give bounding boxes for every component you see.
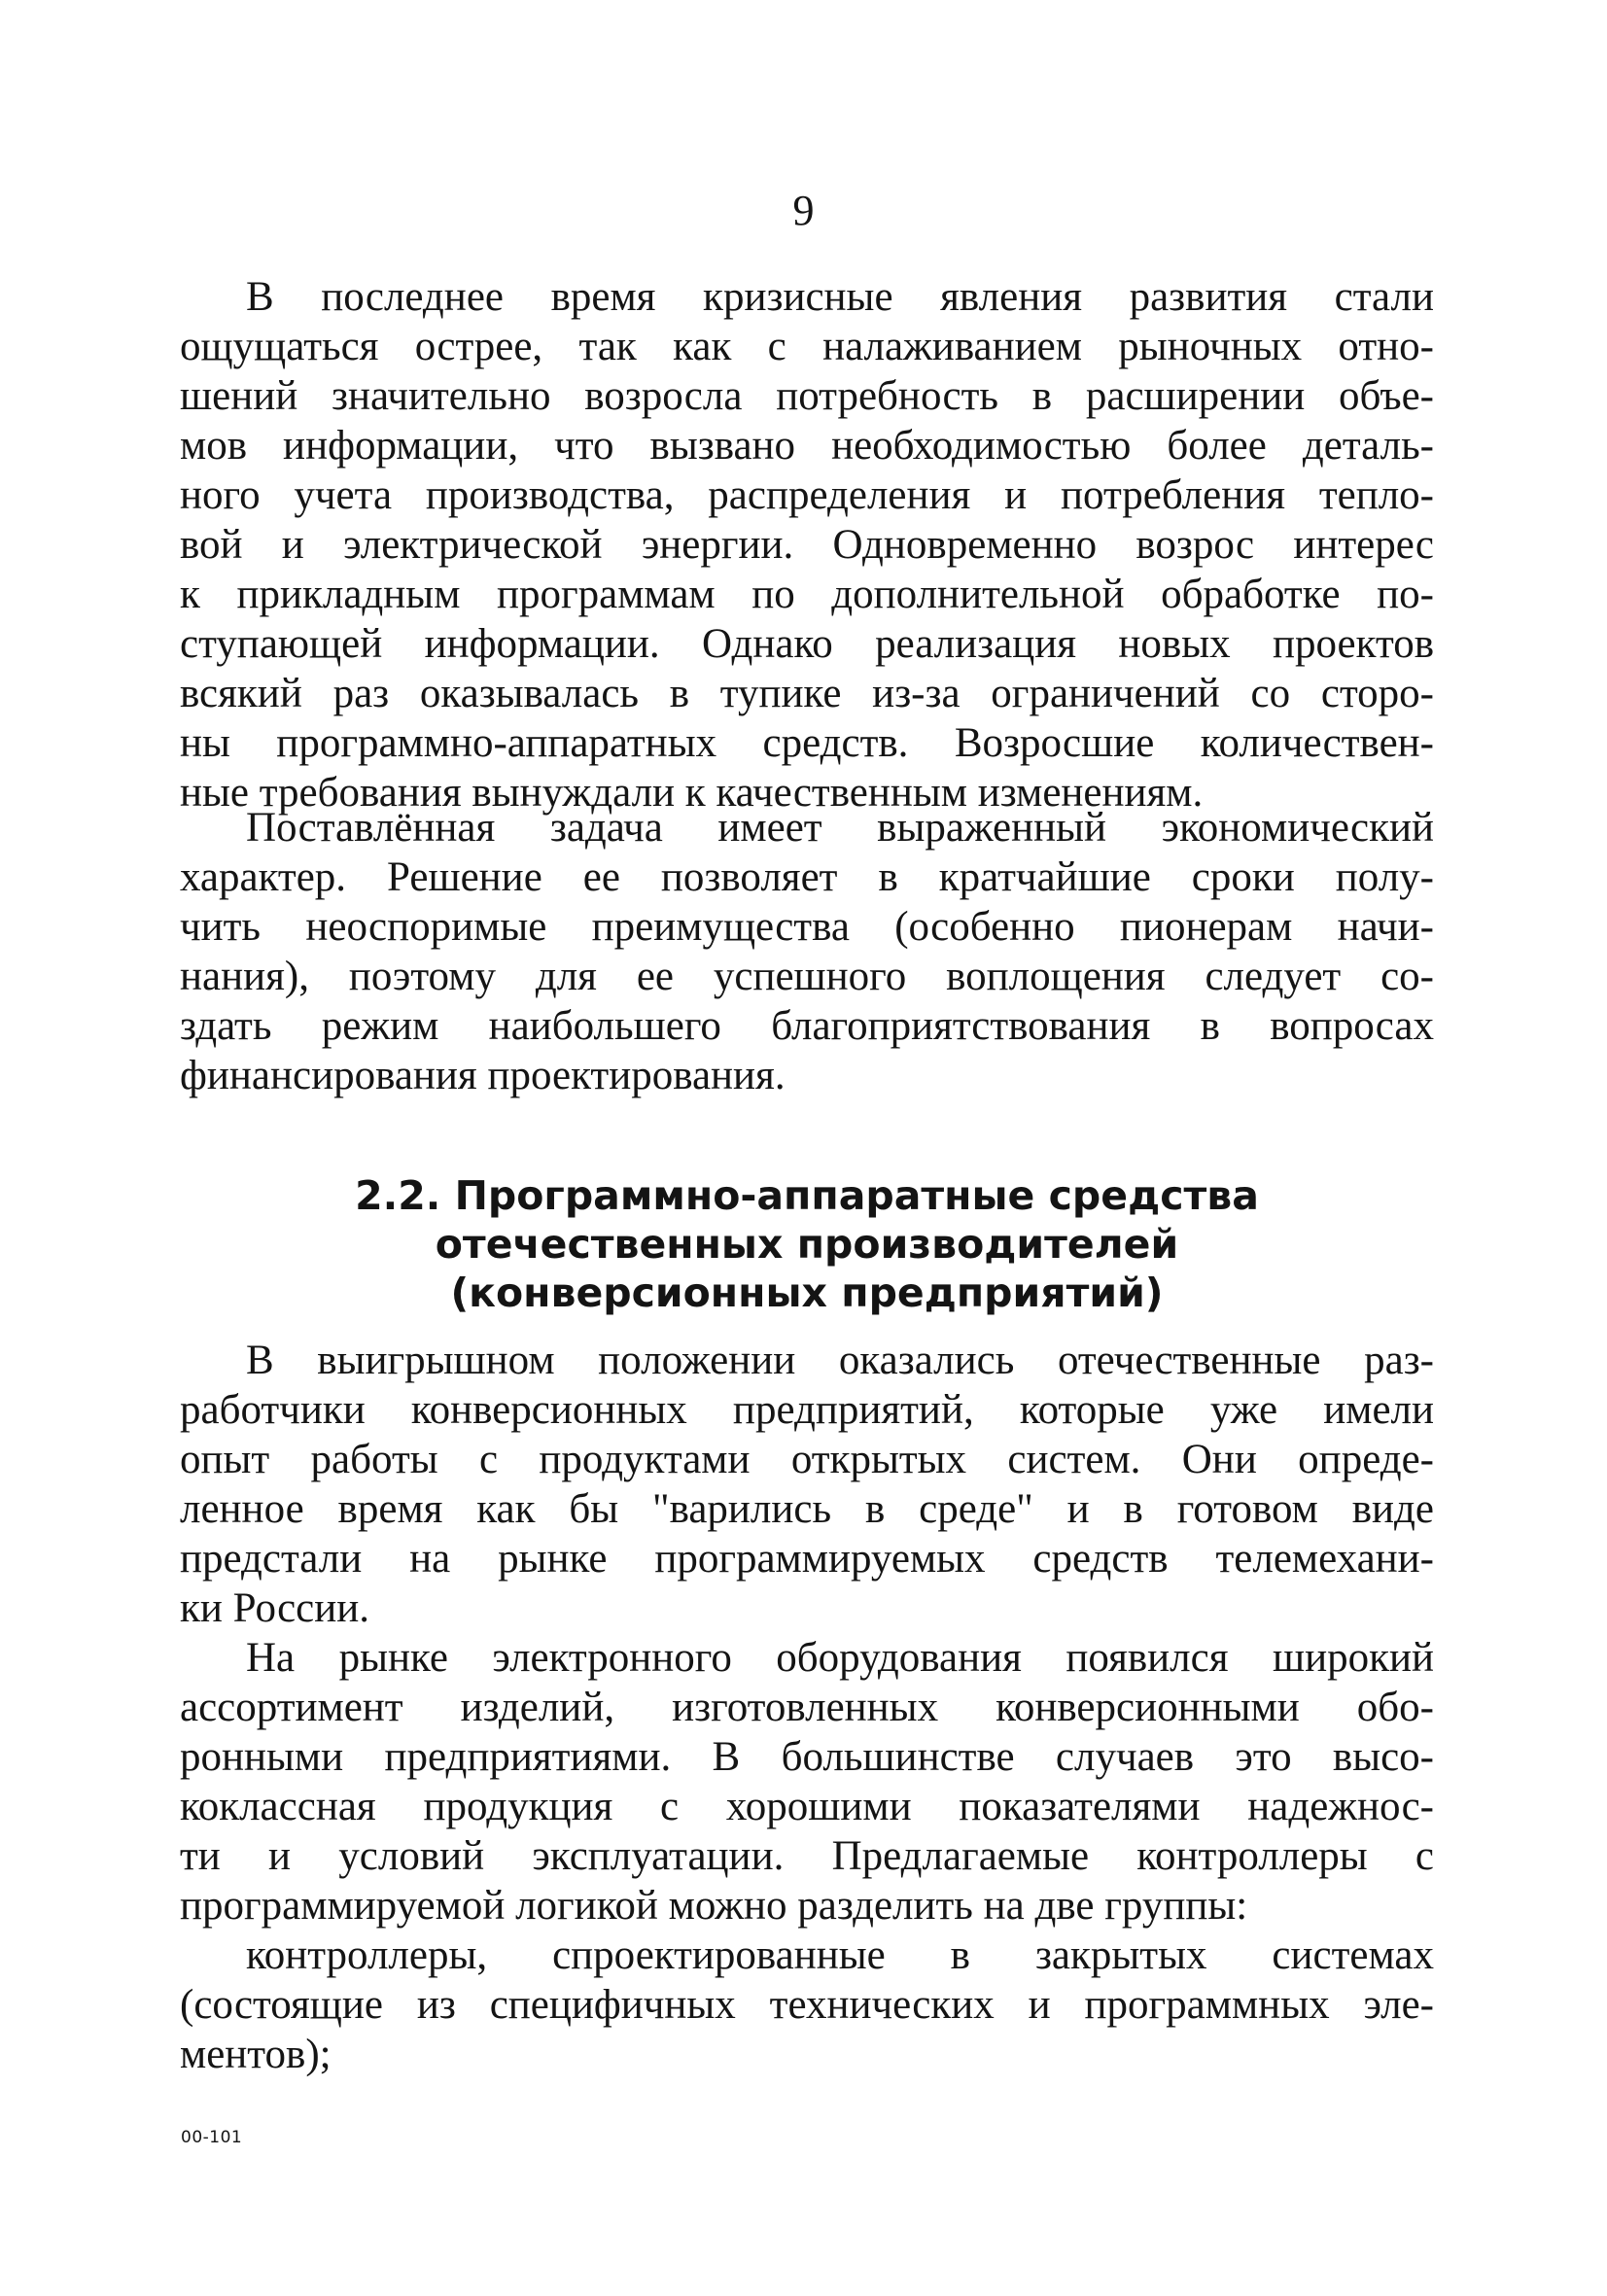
text-line: к прикладным программам по дополнительной обработке по- [180, 572, 1434, 617]
text-line: ассортимент изделий, изготовленных конверсионными обо- [180, 1685, 1434, 1730]
text-line: мов информации, что вызвано необходимостью более деталь- [180, 423, 1434, 469]
text-line: ки России. [180, 1585, 370, 1631]
text-line: ти и условий эксплуатации. Предлагаемые контроллеры с [180, 1833, 1434, 1879]
text-line: вой и электрической энергии. Одновременно возрос интерес [180, 522, 1434, 568]
text-line: В выигрышном положении оказались отечественные раз- [246, 1338, 1434, 1383]
paragraph-winners [180, 1336, 1434, 1633]
text-line: ленное время как бы "варились в среде" и в готовом виде [180, 1486, 1434, 1532]
section-heading [180, 1171, 1434, 1317]
page-number: 9 [792, 187, 815, 234]
paragraph-controllers [180, 1931, 1434, 2079]
text-line: ронными предприятиями. В большинстве случаев это высо- [180, 1734, 1434, 1780]
text-line: всякий раз оказывалась в тупике из-за ограничений со сторо- [180, 671, 1434, 716]
text-line: финансирования проектирования. [180, 1053, 786, 1098]
paragraph-crisis [180, 272, 1434, 818]
text-line: ощущаться острее, так как с налаживанием рыночных отно- [180, 324, 1434, 369]
paragraph-task [180, 803, 1434, 1100]
paragraph-market [180, 1633, 1434, 1931]
heading-line: 2.2. Программно-аппаратные средства [355, 1172, 1259, 1219]
heading-line: отечественных производителей [435, 1221, 1179, 1268]
text-line: чить неоспоримые преимущества (особенно пионерам начи- [180, 904, 1434, 950]
text-line: ступающей информации. Однако реализация новых проектов [180, 621, 1434, 667]
text-line: ментов); [180, 2032, 332, 2077]
text-line: ные требования вынуждали к качественным изменениям. [180, 770, 1204, 816]
text-line: Поставлённая задача имеет выраженный экономический [246, 805, 1434, 851]
text-line: контроллеры, спроектированные в закрытых системах [246, 1932, 1434, 1978]
text-line: На рынке электронного оборудования появился широкий [246, 1635, 1434, 1681]
signature-code: 00-101 [181, 2128, 243, 2147]
text-line: опыт работы с продуктами открытых систем. Они опреде- [180, 1437, 1434, 1482]
text-line: ны программно-аппаратных средств. Возросшие количествен- [180, 720, 1434, 766]
text-line: нания), поэтому для ее успешного воплощения следует со- [180, 954, 1434, 999]
heading-line: (конверсионных предприятий) [450, 1270, 1164, 1316]
text-line: шений значительно возросла потребность в расширении объе- [180, 373, 1434, 419]
text-line: В последнее время кризисные явления развития стали [246, 274, 1434, 320]
text-line: ного учета производства, распределения и потребления тепло- [180, 472, 1434, 518]
text-line: коклассная продукция с хорошими показателями надежнос- [180, 1784, 1434, 1829]
text-line: предстали на рынке программируемых средств телемехани- [180, 1536, 1434, 1582]
text-line: программируемой логикой можно разделить на две группы: [180, 1883, 1248, 1929]
text-line: работчики конверсионных предприятий, которые уже имели [180, 1387, 1434, 1433]
text-line: здать режим наибольшего благоприятствования в вопросах [180, 1003, 1434, 1049]
text-line: (состоящие из специфичных технических и программных эле- [180, 1982, 1434, 2028]
text-line: характер. Решение ее позволяет в кратчайшие сроки полу- [180, 854, 1434, 900]
